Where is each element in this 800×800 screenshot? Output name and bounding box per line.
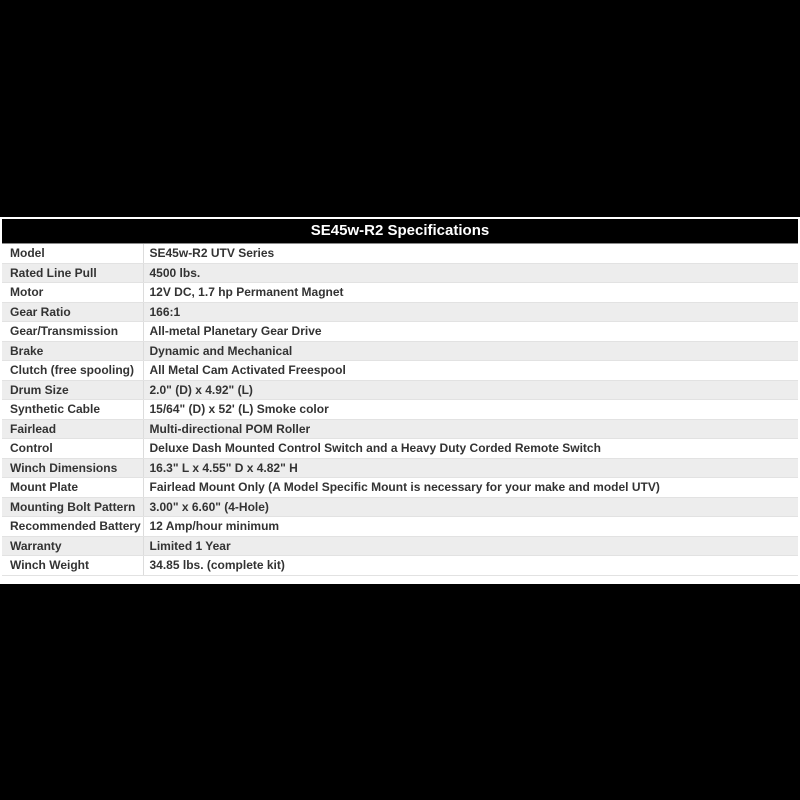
spec-value: 12V DC, 1.7 hp Permanent Magnet: [143, 283, 798, 303]
spec-row: [2, 341, 798, 361]
spec-row: [2, 263, 798, 283]
spec-value: 34.85 lbs. (complete kit): [143, 556, 798, 576]
spec-label: Motor: [2, 283, 143, 303]
spec-value: Multi-directional POM Roller: [143, 419, 798, 439]
spec-label: Fairlead: [2, 419, 143, 439]
specifications-table: [2, 244, 798, 576]
spec-label: Model: [2, 244, 143, 263]
spec-label: Rated Line Pull: [2, 263, 143, 283]
spec-label: Drum Size: [2, 380, 143, 400]
spec-value: Limited 1 Year: [143, 536, 798, 556]
spec-row: [2, 380, 798, 400]
specifications-title: SE45w-R2 Specifications: [2, 219, 798, 244]
spec-value: 166:1: [143, 302, 798, 322]
spec-row: [2, 419, 798, 439]
specifications-card: [0, 217, 800, 584]
specifications-table-body: [2, 244, 798, 575]
spec-label: Warranty: [2, 536, 143, 556]
spec-row: [2, 244, 798, 263]
spec-row: [2, 556, 798, 576]
spec-row: [2, 361, 798, 381]
spec-row: [2, 478, 798, 498]
spec-label: Winch Dimensions: [2, 458, 143, 478]
spec-label: Synthetic Cable: [2, 400, 143, 420]
spec-value: All-metal Planetary Gear Drive: [143, 322, 798, 342]
spec-value: All Metal Cam Activated Freespool: [143, 361, 798, 381]
spec-value: SE45w-R2 UTV Series: [143, 244, 798, 263]
spec-value: Deluxe Dash Mounted Control Switch and a Heavy Duty Corded Remote Switch: [143, 439, 798, 459]
spec-label: Recommended Battery: [2, 517, 143, 537]
spec-label: Gear/Transmission: [2, 322, 143, 342]
spec-label: Mounting Bolt Pattern: [2, 497, 143, 517]
spec-row: [2, 322, 798, 342]
spec-value: 2.0" (D) x 4.92" (L): [143, 380, 798, 400]
spec-label: Mount Plate: [2, 478, 143, 498]
spec-row: [2, 458, 798, 478]
spec-value: 16.3" L x 4.55" D x 4.82" H: [143, 458, 798, 478]
spec-value: Dynamic and Mechanical: [143, 341, 798, 361]
spec-row: [2, 283, 798, 303]
spec-value: 15/64" (D) x 52' (L) Smoke color: [143, 400, 798, 420]
spec-value: 4500 lbs.: [143, 263, 798, 283]
spec-row: [2, 302, 798, 322]
spec-label: Brake: [2, 341, 143, 361]
spec-value: 3.00" x 6.60" (4-Hole): [143, 497, 798, 517]
spec-row: [2, 400, 798, 420]
spec-label: Control: [2, 439, 143, 459]
spec-label: Clutch (free spooling): [2, 361, 143, 381]
spec-label: Gear Ratio: [2, 302, 143, 322]
spec-row: [2, 517, 798, 537]
spec-value: Fairlead Mount Only (A Model Specific Mount is necessary for your make and model UTV): [143, 478, 798, 498]
spec-row: [2, 439, 798, 459]
spec-row: [2, 497, 798, 517]
spec-value: 12 Amp/hour minimum: [143, 517, 798, 537]
spec-row: [2, 536, 798, 556]
spec-label: Winch Weight: [2, 556, 143, 576]
